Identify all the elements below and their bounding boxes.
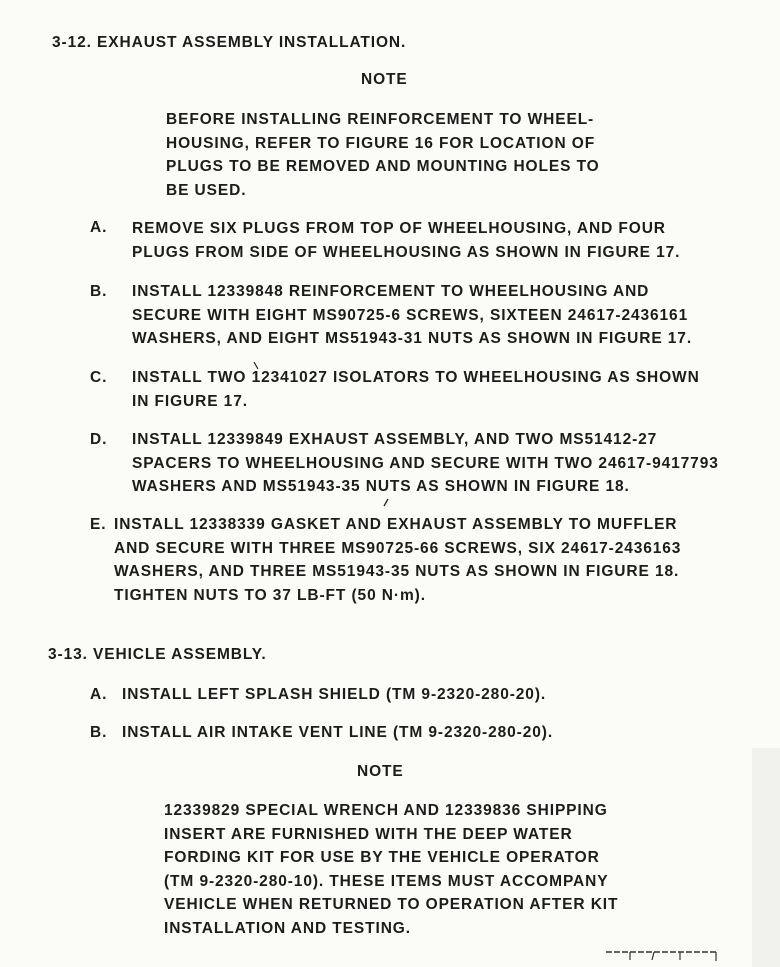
step-line: AND SECURE WITH THREE MS90725-66 SCREWS, SIX 24617-2436163 [114, 539, 682, 557]
step-line: WASHERS, AND THREE MS51943-35 NUTS AS SHOWN IN FIGURE 18. [114, 563, 680, 580]
note-line: INSERT ARE FURNISHED WITH THE DEEP WATER [164, 825, 573, 843]
note-line: PLUGS TO BE REMOVED AND MOUNTING HOLES TO [166, 158, 600, 175]
step-c-letter: C. [90, 369, 108, 386]
scan-edge [752, 748, 780, 967]
step-line: SPACERS TO WHEELHOUSING AND SECURE WITH TWO 24617-9417793 [132, 454, 719, 472]
section-3-13-heading: 3-13. VEHICLE ASSEMBLY. [48, 646, 267, 663]
pen-tick-mark [252, 361, 260, 371]
step-d-letter: D. [90, 431, 108, 448]
step-a-letter: A. [90, 219, 108, 236]
step-a-text [132, 217, 680, 264]
step-line: WASHERS, AND EIGHT MS51943-31 NUTS AS SHOWN IN FIGURE 17. [132, 330, 693, 347]
step-line: SECURE WITH EIGHT MS90725-6 SCREWS, SIXTEEN 24617-2436161 [132, 306, 689, 324]
step-3-13-b-text: INSTALL AIR INTAKE VENT LINE (TM 9-2320-280-20). [122, 724, 554, 741]
note-line: HOUSING, REFER TO FIGURE 16 FOR LOCATION OF [166, 134, 596, 152]
step-3-13-a-text: INSTALL LEFT SPLASH SHIELD (TM 9-2320-280-20). [122, 686, 547, 703]
step-line: WASHERS AND MS51943-35 NUTS AS SHOWN IN FIGURE 18. [132, 478, 630, 495]
step-3-13-a-letter: A. [90, 686, 108, 703]
note-line: (TM 9-2320-280-10). THESE ITEMS MUST ACCOMPANY [164, 872, 609, 890]
note-line: BE USED. [166, 181, 247, 199]
note-line: INSTALLATION AND TESTING. [164, 919, 411, 937]
step-c-text [132, 366, 700, 413]
note-line: FORDING KIT FOR USE BY THE VEHICLE OPERATOR [164, 849, 600, 866]
step-b-letter: B. [90, 283, 108, 300]
note-body-3-13 [164, 799, 618, 940]
step-line: IN FIGURE 17. [132, 392, 248, 410]
step-line: REMOVE SIX PLUGS FROM TOP OF WHEELHOUSING, AND FOUR [132, 220, 666, 237]
scan-mark [604, 948, 720, 962]
step-line: INSTALL 12339849 EXHAUST ASSEMBLY, AND TWO MS51412-27 [132, 431, 658, 448]
pen-tick-mark [382, 497, 390, 507]
note-body-3-12 [166, 108, 600, 202]
step-d-text [132, 428, 719, 499]
note-title-3-12: NOTE [361, 71, 408, 88]
step-e-letter: E. [90, 516, 107, 533]
step-b-text [132, 280, 692, 351]
step-line: INSTALL 12338339 GASKET AND EXHAUST ASSEMBLY TO MUFFLER [114, 516, 678, 533]
step-line: PLUGS FROM SIDE OF WHEELHOUSING AS SHOWN IN FIGURE 17. [132, 243, 681, 261]
step-e-text [114, 513, 681, 607]
step-line: TIGHTEN NUTS TO 37 LB-FT (50 N·m). [114, 586, 426, 604]
step-line: INSTALL 12339848 REINFORCEMENT TO WHEELHOUSING AND [132, 283, 650, 300]
note-title-3-13: NOTE [357, 763, 404, 780]
section-3-12-heading: 3-12. EXHAUST ASSEMBLY INSTALLATION. [52, 34, 407, 51]
note-line: 12339829 SPECIAL WRENCH AND 12339836 SHIPPING [164, 802, 608, 819]
note-line: VEHICLE WHEN RETURNED TO OPERATION AFTER KIT [164, 896, 619, 913]
note-line: BEFORE INSTALLING REINFORCEMENT TO WHEEL- [166, 111, 595, 128]
step-3-13-b-letter: B. [90, 724, 108, 741]
step-line: INSTALL TWO 12341027 ISOLATORS TO WHEELHOUSING AS SHOWN [132, 369, 700, 386]
